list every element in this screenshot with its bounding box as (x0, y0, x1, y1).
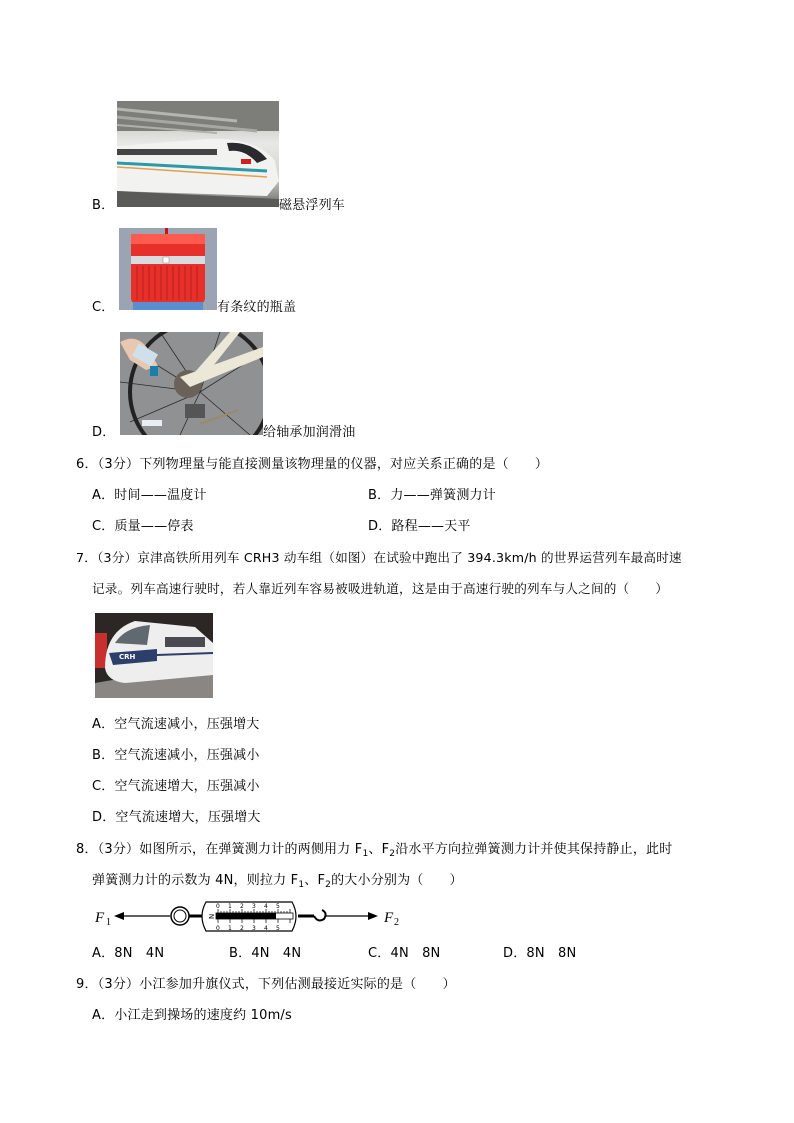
question-number: 7． (76, 550, 98, 565)
question-text: 的大小分别为（ (331, 873, 424, 888)
question-text: 如图所示，在弹簧测力计的两侧用力 F (139, 842, 363, 857)
option-text: 8N 8N (526, 946, 577, 961)
svg-text:0: 0 (216, 903, 220, 910)
q6-option-b[interactable] (368, 488, 496, 504)
question-text: 、F (304, 873, 326, 888)
svg-text:1: 1 (228, 925, 232, 932)
bottle-cap-image (119, 228, 217, 310)
option-text: 空气流速增大，压强减小 (114, 779, 260, 794)
crh-train-image (95, 613, 213, 698)
q8-option-b[interactable] (229, 946, 301, 962)
spring-scale-diagram (92, 899, 412, 935)
q8-option-d[interactable] (503, 946, 576, 962)
svg-text:4: 4 (264, 903, 268, 910)
option-letter: A． (92, 717, 115, 732)
svg-text:0: 0 (216, 925, 220, 932)
option-letter: C． (92, 779, 115, 794)
option-letter: D． (503, 946, 527, 961)
q5-option-c-letter: C． (92, 300, 115, 315)
question-6-stem (76, 457, 548, 473)
svg-text:2: 2 (240, 903, 244, 910)
question-text: 记录。列车高速行驶时，若人靠近列车容易被吸进轨道，这是由于高速行驶的列车与人之间的（ (92, 581, 630, 596)
q5-option-d-letter: D． (92, 425, 116, 440)
svg-text:5: 5 (276, 903, 280, 910)
question-number: 6． (76, 457, 98, 472)
svg-text:2: 2 (240, 925, 244, 932)
q6-option-d[interactable] (368, 519, 471, 535)
question-7-stem-line1 (76, 550, 682, 566)
q6-option-a[interactable] (92, 488, 207, 504)
svg-text:F: F (95, 910, 105, 926)
question-8-stem-line1 (76, 842, 672, 858)
answer-blank-close: ） (534, 457, 549, 472)
answer-blank-close: ） (442, 977, 456, 992)
option-letter: B． (368, 488, 391, 503)
option-text: 8N 4N (114, 946, 165, 961)
option-text: 空气流速增大，压强增大 (115, 810, 261, 825)
answer-blank-close: ） (449, 873, 463, 888)
question-text: 弹簧测力计的示数为 4N，则拉力 F (92, 873, 299, 888)
option-letter: C． (368, 946, 391, 961)
q7-option-a[interactable] (92, 717, 260, 733)
svg-text:3: 3 (252, 903, 256, 910)
q6-option-c[interactable] (92, 519, 194, 535)
option-letter: A． (92, 488, 115, 503)
q7-option-b[interactable] (92, 748, 260, 764)
option-letter: A． (92, 1008, 115, 1023)
svg-text:2: 2 (394, 917, 399, 928)
option-text: 力——弹簧测力计 (390, 488, 496, 503)
option-letter: D． (368, 519, 392, 534)
question-number: 9． (76, 977, 98, 992)
svg-text:5: 5 (276, 925, 280, 932)
q8-option-a[interactable] (92, 946, 164, 962)
question-7-stem-line2 (92, 581, 668, 597)
svg-text:4: 4 (264, 925, 268, 932)
option-text: 空气流速减小，压强减小 (114, 748, 260, 763)
option-text: 4N 8N (390, 946, 441, 961)
svg-text:F: F (384, 910, 394, 926)
svg-text:N: N (208, 913, 216, 919)
option-text: 质量——停表 (114, 519, 194, 534)
answer-blank-close: ） (655, 581, 669, 596)
question-8-stem-line2 (92, 873, 463, 889)
question-score: （3分） (97, 457, 140, 472)
q5-option-c-caption: 有条纹的瓶盖 (217, 300, 297, 315)
question-number: 8． (76, 842, 98, 857)
option-text: 小江走到操场的速度约 10m/s (114, 1008, 292, 1023)
q8-option-c[interactable] (368, 946, 440, 962)
svg-text:3: 3 (252, 925, 256, 932)
question-score: （3分） (97, 842, 140, 857)
option-letter: D． (92, 810, 116, 825)
question-text: 京津高铁所用列车 CRH3 动车组（如图）在试验中跑出了 394.3km/h 的世界运营列车最高时速 (137, 550, 682, 565)
option-text: 4N 4N (251, 946, 302, 961)
question-text: 小江参加升旗仪式，下列估测最接近实际的是（ (139, 977, 417, 992)
subscript: 2 (389, 849, 396, 859)
maglev-train-image (117, 101, 279, 207)
option-letter: B． (92, 748, 115, 763)
svg-text:CRH: CRH (119, 653, 136, 661)
question-score: （3分） (97, 977, 140, 992)
question-text: 、F (368, 842, 390, 857)
option-text: 空气流速减小，压强增大 (114, 717, 260, 732)
option-text: 路程——天平 (391, 519, 471, 534)
q5-option-b-letter: B． (92, 198, 115, 213)
option-letter: A． (92, 946, 115, 961)
q7-option-c[interactable] (92, 779, 260, 795)
option-letter: B． (229, 946, 252, 961)
q7-option-d[interactable] (92, 810, 261, 826)
subscript: 1 (362, 849, 369, 859)
option-text: 时间——温度计 (114, 488, 207, 503)
svg-text:1: 1 (106, 917, 111, 928)
question-text: 下列物理量与能直接测量该物理量的仪器，对应关系正确的是（ (139, 457, 509, 472)
svg-text:1: 1 (228, 903, 232, 910)
bicycle-oiling-image (120, 332, 263, 435)
question-9-stem (76, 977, 456, 993)
subscript: 1 (298, 880, 305, 890)
question-text: 沿水平方向拉弹簧测力计并使其保持静止，此时 (395, 842, 673, 857)
q9-option-a[interactable] (92, 1008, 292, 1024)
subscript: 2 (325, 880, 332, 890)
q5-option-d-caption: 给轴承加润滑油 (263, 425, 356, 440)
option-letter: C． (92, 519, 115, 534)
q5-option-b-caption: 磁悬浮列车 (279, 198, 346, 213)
question-score: （3分） (97, 550, 138, 565)
